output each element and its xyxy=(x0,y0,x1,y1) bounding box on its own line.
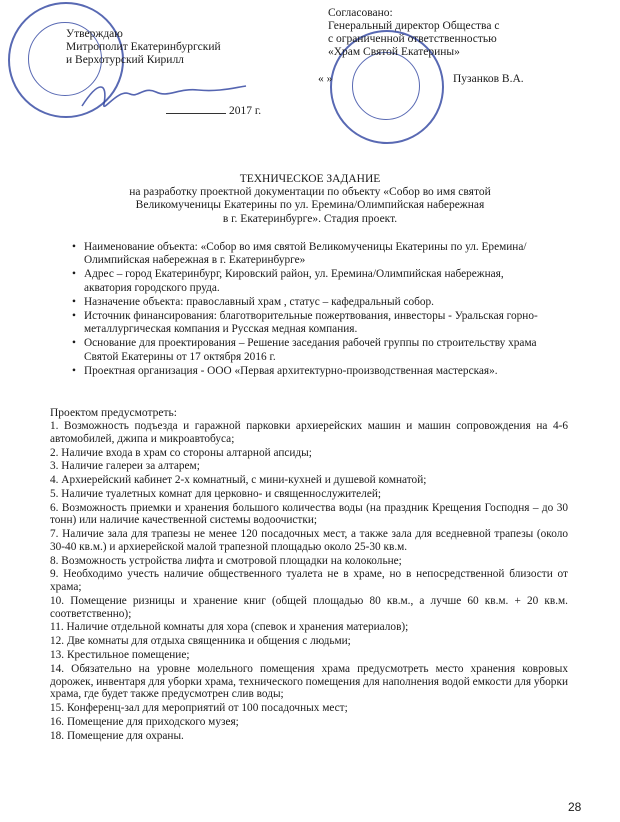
title-line2: на разработку проектной документации по объекту «Собор во имя святой xyxy=(129,186,491,199)
list-item: • Наименование объекта: «Собор во имя святой Великомученицы Екатерины по ул. Еремина/Олимпийская набережная в г. Екатеринбурге» xyxy=(70,241,540,267)
list-item: 5. Наличие туалетных комнат для церковно- и священнослужителей; xyxy=(50,487,382,500)
list-item: 16. Помещение для приходского музея; xyxy=(50,715,239,728)
list-item: 3. Наличие галереи за алтарем; xyxy=(50,460,200,473)
list-item: 13. Крестильное помещение; xyxy=(50,649,190,662)
list-item: • Основание для проектирования – Решение заседания рабочей группы по строительству храма Святой Екатерины от 17 октября 2016 г. xyxy=(70,337,540,363)
title-line3: Великомученицы Екатерины по ул. Еремина/Олимпийская набережная xyxy=(135,199,485,212)
approval-right-line3: с ограниченной ответственностью xyxy=(328,33,497,45)
approval-right-sign-row xyxy=(318,73,568,87)
approval-right-line1: Согласовано: xyxy=(328,7,393,19)
list-item: 11. Наличие отдельной комнаты для хора (спевок и хранения материалов); xyxy=(50,621,409,634)
list-item: 6. Возможность приемки и хранения большого количества воды (на праздник Крещения Господня – до 30 тонн) или наличие качественной системы водоочистки; xyxy=(50,501,568,527)
list-item: 2. Наличие входа в храм со стороны алтарной апсиды; xyxy=(50,446,312,459)
list-item: 10. Помещение ризницы и хранение книг (общей площадью 80 кв.м., а лучше 60 кв.м. + 20 кв.м. соответственно); xyxy=(50,594,568,620)
approval-block-right xyxy=(318,7,568,87)
approval-right-signer: Пузанков В.А. xyxy=(453,73,524,85)
list-item: 15. Конференц-зал для мероприятий от 100 посадочных мест; xyxy=(50,702,348,715)
approval-block-left xyxy=(66,28,266,118)
provisions-list xyxy=(50,420,568,743)
title-line4: в г. Екатеринбурге». Стадия проект. xyxy=(222,212,398,225)
list-item: 18. Помещение для охраны. xyxy=(50,729,184,742)
approval-left-date-line xyxy=(66,105,266,118)
approval-left-line2: Митрополит Екатеринбургский xyxy=(66,41,221,53)
approval-right-date-quote: « » xyxy=(318,73,333,85)
list-item: • Источник финансирования: благотворительные пожертвования, инвесторы - Уральская горно-металлургическая компания и Русская медная компания. xyxy=(70,310,540,336)
document-title xyxy=(100,173,520,226)
list-item: 4. Архиерейский кабинет 2-х комнатный, с мини-кухней и душевой комнатой; xyxy=(50,474,427,487)
title-line1: ТЕХНИЧЕСКОЕ ЗАДАНИЕ xyxy=(239,173,381,185)
list-item: 1. Возможность подъезда и гаражной парковки архиерейских машин и машин сопровождения на 4-6 автомобилей, джипа и микроавтобуса; xyxy=(50,420,568,445)
provisions-heading: Проектом предусмотреть: xyxy=(50,407,177,419)
approval-right-line2: Генеральный директор Общества с xyxy=(328,20,500,32)
list-item: 7. Наличие зала для трапезы не менее 120 посадочных мест, а также зала для вседневной трапезы (около 30-40 кв.м.) и архиерейской малой трапезной площадью около 25-30 кв.м. xyxy=(50,528,568,553)
list-item: 14. Обязательно на уровне молельного помещения храма предусмотреть место хранения ковровых дорожек, инвентаря для уборки храма, технического помещения для наполнения водой емкости для уборки храма, где будет также предусмотрен слив воды; xyxy=(50,662,568,701)
list-item: • Проектная организация - ООО «Первая архитектурно-производственная мастерская». xyxy=(70,365,540,378)
approval-left-date: 2017 г. xyxy=(229,105,262,117)
approval-left-line3: и Верхотурский Кирилл xyxy=(66,54,184,66)
approval-right-line4: «Храм Святой Екатерины» xyxy=(328,46,460,58)
list-item: 12. Две комнаты для отдыха священника и общения с людьми; xyxy=(50,635,351,648)
list-item: 9. Необходимо учесть наличие общественного туалета не в храме, но в непосредственной близости от храма; xyxy=(50,568,568,594)
page-number: 28 xyxy=(568,800,582,814)
approval-left-line1: Утверждаю xyxy=(66,28,123,40)
object-info-list xyxy=(70,241,540,379)
list-item: 8. Возможность устройства лифта и смотровой площадки на колокольне; xyxy=(50,554,402,567)
list-item: • Адрес – город Екатеринбург, Кировский район, ул. Еремина/Олимпийская набережная, акватория городского пруда. xyxy=(70,268,540,294)
list-item: • Назначение объекта: православный храм , статус – кафедральный собор. xyxy=(70,296,540,309)
